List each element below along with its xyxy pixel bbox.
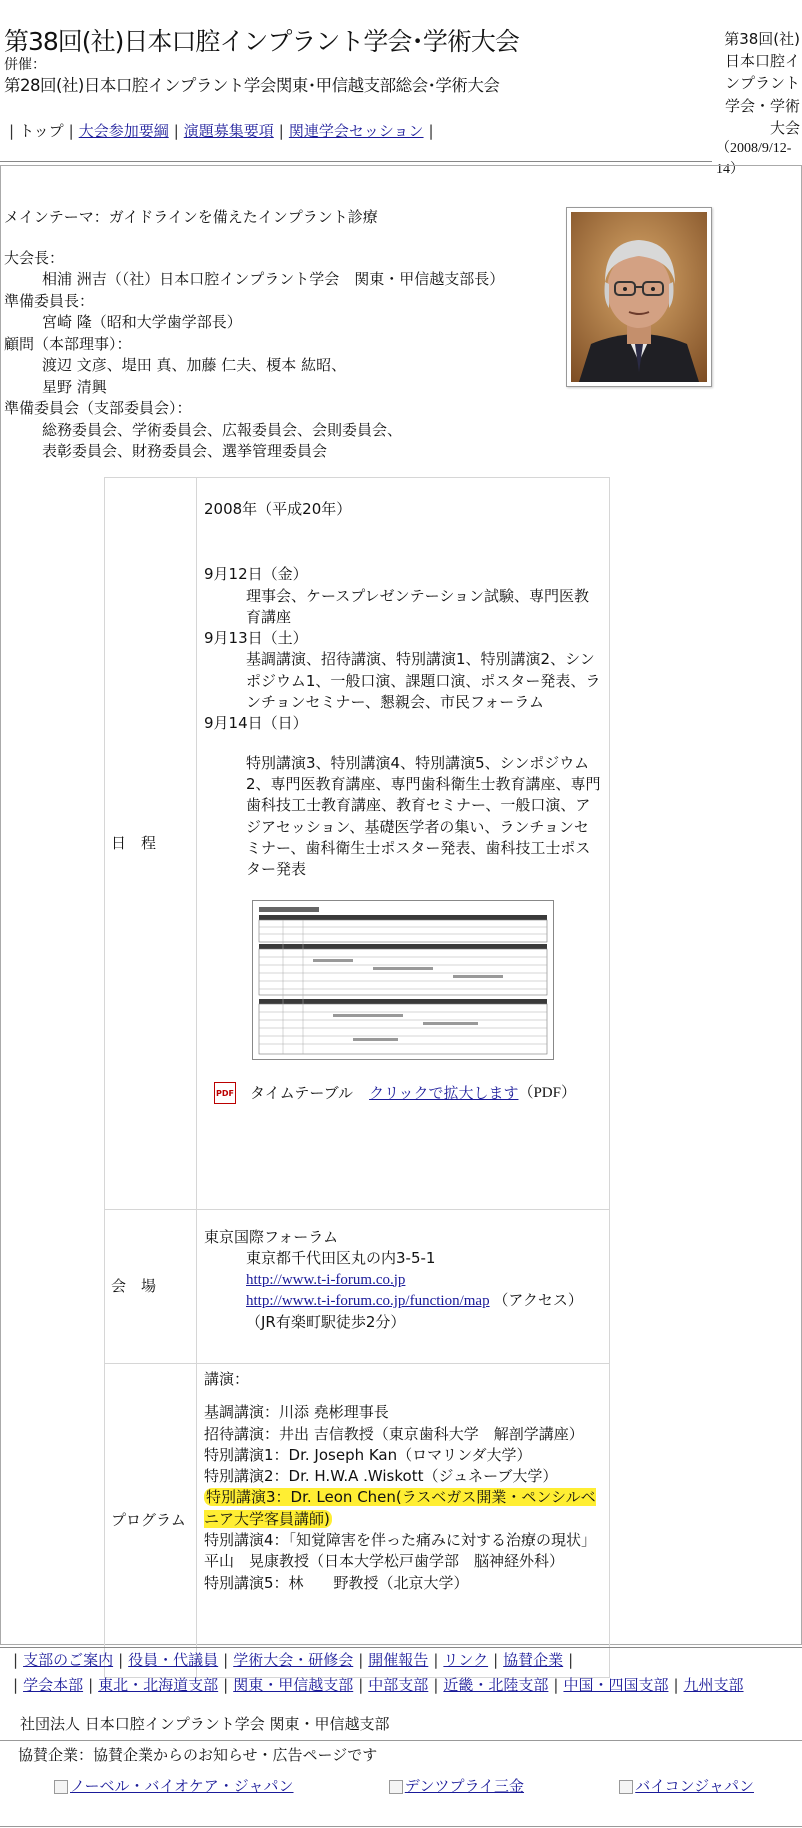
venue-name: 東京国際フォーラム: [204, 1228, 339, 1246]
schedule-row: [105, 478, 610, 1210]
footer-link-kyushu[interactable]: 九州支部: [683, 1676, 744, 1695]
top-navigation: [4, 121, 439, 142]
venue-map-link[interactable]: http://www.t-i-forum.co.jp/function/map: [246, 1292, 490, 1309]
sponsor-banner-nobel[interactable]: [54, 1776, 294, 1797]
committee-line1: 総務委員会、学術委員会、広報委員会、会則委員会、: [42, 420, 403, 439]
sponsor-banner-label: バイコンジャパン: [635, 1777, 754, 1795]
schedule-cell: [197, 478, 610, 1210]
president-label: 大会長：: [4, 249, 65, 267]
broken-image-icon: [54, 1780, 68, 1794]
side-note-date: （2008/9/12-14）: [716, 140, 792, 177]
president-portrait: [566, 207, 712, 387]
program-cell: [197, 1364, 610, 1678]
main-theme: メインテーマ：ガイドラインを備えたインプラント診療: [4, 208, 378, 226]
committee-label: 準備委員会（支部委員会）：: [4, 399, 192, 418]
footer-link-sponsors[interactable]: 協賛企業: [503, 1651, 564, 1669]
venue-url-link[interactable]: http://www.t-i-forum.co.jp: [246, 1271, 406, 1288]
timetable-preview-image: [253, 901, 553, 1059]
nav-separator: |: [433, 1676, 439, 1695]
nav-separator: |: [428, 122, 434, 140]
organization-name: 社団法人 日本口腔インプラント学会 関東・甲信越支部: [20, 1715, 390, 1733]
timetable-pdf-note: （PDF）: [518, 1084, 576, 1101]
venue-url2-row: [204, 1291, 602, 1312]
footer-link-tohoku[interactable]: 東北・北海道支部: [98, 1676, 219, 1695]
footer-link-reports[interactable]: 開催報告: [368, 1651, 429, 1669]
timetable-enlarge-link[interactable]: クリックで拡大します: [369, 1083, 519, 1102]
footer-link-chugoku[interactable]: 中国・四国支部: [563, 1676, 669, 1695]
footer-link-officers[interactable]: 役員・代議員: [128, 1651, 219, 1669]
footer-nav-row2: [8, 1675, 794, 1696]
side-note: [712, 28, 800, 180]
side-note-text: 第38回(社)日本口腔インプラント学会・学術大会: [724, 30, 800, 137]
footer-link-branch-info[interactable]: 支部のご案内: [23, 1651, 114, 1669]
nav-abstract-link[interactable]: 演題募集要項: [183, 122, 274, 140]
sponsor-banner-dentsply[interactable]: [389, 1776, 524, 1797]
venue-row: [105, 1210, 610, 1364]
footer-link-chubu[interactable]: 中部支部: [368, 1676, 429, 1695]
nav-separator: |: [68, 122, 74, 140]
nav-separator: |: [118, 1651, 124, 1669]
page-subtitle: 第28回(社)日本口腔インプラント学会関東･甲信越支部総会･学術大会: [4, 76, 500, 95]
special-lecture-1: 特別講演1：Dr. Joseph Kan（ロマリンダ大学）: [204, 1445, 532, 1464]
footer-navigation: [0, 1647, 802, 1703]
nav-separator: |: [673, 1676, 679, 1695]
nav-separator: |: [358, 1651, 364, 1669]
footer-link-kanto[interactable]: 関東・甲信越支部: [233, 1676, 354, 1695]
footer-link-meetings[interactable]: 学術大会・研修会: [233, 1651, 354, 1669]
nav-top[interactable]: トップ: [19, 122, 64, 140]
nav-separator: |: [358, 1676, 364, 1695]
schedule-label: 日 程: [105, 478, 197, 1210]
portrait-image: [571, 212, 707, 382]
schedule-day3-text: 特別講演3、特別講演4、特別講演5、シンポジウム2、専門医教育講座、専門歯科衛生士教育講座、専門歯科技工士教育講座、教育セミナー、一般口演、アジアセッション、基礎医学者の集い、ランチョンセミナー、歯科衛生士ポスター発表、歯科技工士ポスター発表: [246, 753, 601, 879]
divider: [0, 161, 712, 162]
sponsor-notice: 協賛企業：協賛企業からのお知らせ・広告ページです: [18, 1746, 378, 1764]
officers-list: [4, 248, 504, 462]
program-label: プログラム: [105, 1364, 197, 1678]
invited-lecture: 招待講演：井出 吉信教授（東京歯科大学 解剖学講座）: [204, 1424, 584, 1443]
divider: [0, 1740, 802, 1741]
schedule-day2-text: 基調講演、招待講演、特別講演1、特別講演2、シンポジウム1、一般口演、課題口演、ポスター発表、ランチョンセミナー、懇親会、市民フォーラム: [246, 650, 601, 712]
footer-link-kinki[interactable]: 近畿・北陸支部: [443, 1676, 549, 1695]
special-lecture-5: 特別講演5：林 野教授（北京大学）: [204, 1573, 469, 1592]
nav-separator: |: [223, 1676, 229, 1695]
sponsor-banner-label: ノーベル・バイオケア・ジャパン: [70, 1777, 294, 1795]
schedule-day2: 9月13日（土）: [204, 629, 308, 648]
schedule-year: 2008年（平成20年）: [204, 500, 352, 518]
info-table: [104, 477, 610, 1678]
special-lecture-3-row: [204, 1487, 602, 1530]
page-title: 第38回(社)日本口腔インプラント学会･学術大会: [4, 27, 519, 56]
timetable-thumbnail[interactable]: [252, 900, 554, 1060]
keynote-lecture: 基調講演：川添 堯彬理事長: [204, 1403, 389, 1422]
sponsor-banner-label: デンツプライ三金: [404, 1777, 525, 1795]
venue-station: （JR有楽町駅徒歩2分）: [246, 1313, 406, 1332]
lecture-label: 講演：: [204, 1370, 250, 1388]
broken-image-icon: [389, 1780, 403, 1794]
venue-access: （アクセス）: [493, 1292, 583, 1309]
advisors-line1: 渡辺 文彦、堤田 真、加藤 仁夫、榎本 紘昭、: [42, 356, 347, 375]
sponsor-banner-bicon[interactable]: [619, 1776, 754, 1797]
timetable-label: タイムテーブル: [250, 1083, 354, 1102]
pdf-icon[interactable]: PDF: [214, 1082, 236, 1104]
advisors-line2: 星野 清興: [42, 377, 107, 396]
prep-chair: 宮崎 隆（昭和大学歯学部長）: [42, 313, 242, 332]
nav-separator: |: [433, 1651, 439, 1669]
nav-separator: |: [13, 1651, 19, 1669]
special-lecture-2: 特別講演2：Dr. H.W.A .Wiskott（ジュネーブ大学）: [204, 1467, 558, 1486]
nav-separator: |: [173, 122, 179, 140]
nav-separator: |: [278, 122, 284, 140]
footer-link-links[interactable]: リンク: [443, 1651, 489, 1669]
venue-url1-row: [204, 1270, 602, 1291]
president: 相浦 洲吉（（社）日本口腔インプラント学会 関東・甲信越支部長）: [42, 270, 505, 289]
program-row: [105, 1364, 610, 1678]
footer-nav-row1: [8, 1650, 794, 1671]
nav-separator: |: [223, 1651, 229, 1669]
nav-separator: |: [493, 1651, 499, 1669]
special-lecture-4: 特別講演4：「知覚障害を伴った痛みに対する治療の現状」平山 晃康教授（日本大学松戸歯学部 脳神経外科）: [204, 1531, 597, 1571]
nav-separator: |: [88, 1676, 94, 1695]
sponsor-banners: [54, 1776, 754, 1797]
venue-cell: [197, 1210, 610, 1364]
nav-registration-link[interactable]: 大会参加要綱: [78, 122, 169, 140]
footer-link-hq[interactable]: 学会本部: [23, 1676, 84, 1695]
special-lecture-3: 特別講演3：Dr. Leon Chen(ラスベガス開業・ペンシルベニア大学客員講師): [204, 1488, 596, 1528]
nav-separator: |: [9, 122, 15, 140]
schedule-day1: 9月12日（金）: [204, 565, 308, 584]
committee-line2: 表彰委員会、財務委員会、選挙管理委員会: [42, 441, 328, 460]
advisors-label: 顧問（本部理事）：: [4, 334, 132, 353]
broken-image-icon: [619, 1780, 633, 1794]
nav-separator: |: [553, 1676, 559, 1695]
timetable-row: [204, 1082, 602, 1104]
nav-separator: |: [568, 1651, 574, 1669]
nav-separator: |: [13, 1676, 19, 1695]
venue-address: 東京都千代田区丸の内3-5-1: [246, 1249, 436, 1268]
venue-label: 会 場: [105, 1210, 197, 1364]
joint-label: 併催：: [4, 57, 46, 73]
divider: [0, 1826, 802, 1827]
schedule-day3: 9月14日（日）: [204, 714, 308, 733]
schedule-day1-text: 理事会、ケースプレゼンテーション試験、専門医教育講座: [246, 586, 590, 626]
prep-chair-label: 準備委員長：: [4, 291, 95, 310]
nav-session-link[interactable]: 関連学会セッション: [288, 122, 424, 140]
